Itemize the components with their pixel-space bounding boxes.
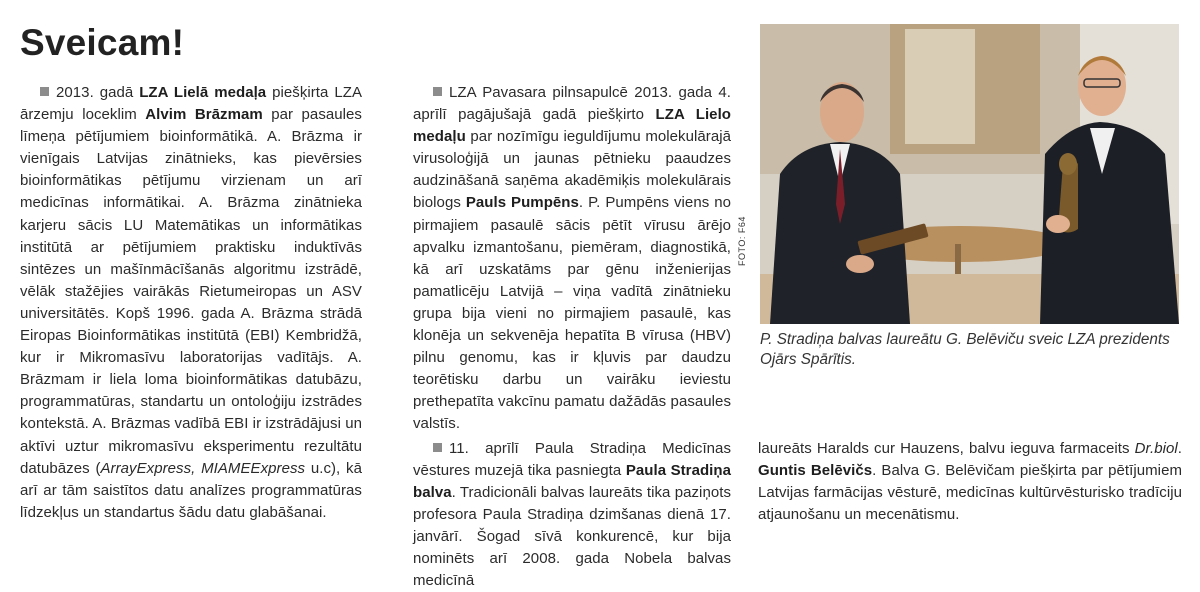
paragraph-stradins-award <box>413 438 731 592</box>
page-title: Sveicam! <box>20 22 184 64</box>
italic-run: ArrayExpress, MIAMEExpress <box>101 460 306 477</box>
bold-run: Paula Stradiņa balva <box>413 462 731 501</box>
text-run: laureāts Haralds cur Hauzens, balvu ieguva farmaceits <box>758 440 1135 457</box>
text-run: u.c), kā arī ar tām saistītos datu analīzes programmatūras līdzekļus un standartus šādu datu glabāšanai. <box>20 460 362 521</box>
square-bullet-icon <box>40 87 49 96</box>
text-run: . P. Pumpēns viens no pirmajiem pasaulē sācis pētīt vīrusu ārējo apvalku izmantošanu, piemēram, diagnostikā, kā arī uzskatāms par gēnu inženierijas pamatlicēju Latvijā – viņa vadītā zinātnieku grupa bija vieni no pirmajiem pasaulē, kas klonēja un sekvenēja hepatīta B vīrusa (HBV) pilnu genomu, kas ir kļuvis par daudzu teorētisku darbu un vairāku ieviestu prethepatīta vakcīnu pamatu dažādās pasaules valstīs. <box>413 194 731 432</box>
text-run: 11. aprīlī Paula Stradiņa Medicīnas vēstures muzejā tika pasniegta <box>413 440 731 479</box>
text-run: . Balva G. Belēvičam piešķirta par pētījumiem Latvijas farmācijas vēsturē, medicīnas kultūrvēsturisko tradīciju atjaunošanu un mecenātismu. <box>758 462 1182 523</box>
square-bullet-icon <box>433 87 442 96</box>
paragraph-pumpens <box>413 82 731 436</box>
paragraph-belevics <box>758 438 1182 526</box>
article-column-3 <box>758 438 1182 526</box>
award-photo <box>760 24 1179 324</box>
text-run: 2013. gadā <box>56 84 139 101</box>
text-run: par nozīmīgu ieguldījumu molekulārajā virusoloģijā un jaunas pētnieku paaudzes audzināšanā saņēma akadēmiķis molekulārais biologs <box>413 128 731 211</box>
italic-run: Dr.biol <box>1135 440 1178 457</box>
article-column-1 <box>20 82 362 524</box>
paragraph-brazma <box>20 82 362 524</box>
text-run: LZA Pavasara pilnsapulcē 2013. gada 4. aprīlī pagājušajā gadā piešķirto <box>413 84 731 123</box>
bold-run: LZA Lielo medaļu <box>413 106 731 145</box>
bold-run: Pauls Pumpēns <box>466 194 579 211</box>
bold-run: LZA Lielā medaļa <box>139 84 266 101</box>
photo-caption: P. Stradiņa balvas laureātu G. Belēviču sveic LZA prezidents Ojārs Spārītis. <box>760 330 1180 370</box>
article-column-2 <box>413 82 731 592</box>
text-run: . Tradicionāli balvas laureāts tika paziņots profesora Paula Stradiņa dzimšanas dienā 17. janvārī. Šogad sīvā konkurencē, kur bija nominēts arī 2008. gada Nobela balvas medicīnā <box>413 484 731 589</box>
square-bullet-icon <box>433 443 442 452</box>
bold-run: Guntis Belēvičs <box>758 462 872 479</box>
text-run: par pasaules līmeņa pētījumiem bioinformātikā. A. Brāzma ir vienīgais Latvijas zinātnieks, kas pievērsies bioinformātikas pētījumu virzienam un arī medicīnas informātikai. A. Brāzma zinātnieka karjeru sācis LU Matemātikas un informātikas institūtā ar pētījumiem praktisku induktīvās sintēzes un mašīnmācīšanās algoritmu izstrādē, vēlāk stažējies vairākās Rietumeiropas un ASV universitātēs. Kopš 1996. gada A. Brāzma strādā Eiropas Bioinformātikas institūtā (EBI) Kembridžā, kur ir Mikromasīvu laboratorijas vadītājs. A. Brāzmam ir liela loma bioinformātikas datubāzu, programmatūras, standartu un ontoloģiju izstrādes kontekstā. A. Brāzmas vadībā EBI ir izstrādājusi un aktīvi uztur mikromasīvu eksperimentu rezultātu datubāzes ( <box>20 106 362 477</box>
award-photo-illustration <box>760 24 1179 324</box>
text-run: . <box>1178 440 1182 457</box>
photo-credit: FOTO: F64 <box>737 206 747 266</box>
text-run: piešķirta LZA ārzemju loceklim <box>20 84 362 123</box>
bold-run: Alvim Brāzmam <box>145 106 262 123</box>
